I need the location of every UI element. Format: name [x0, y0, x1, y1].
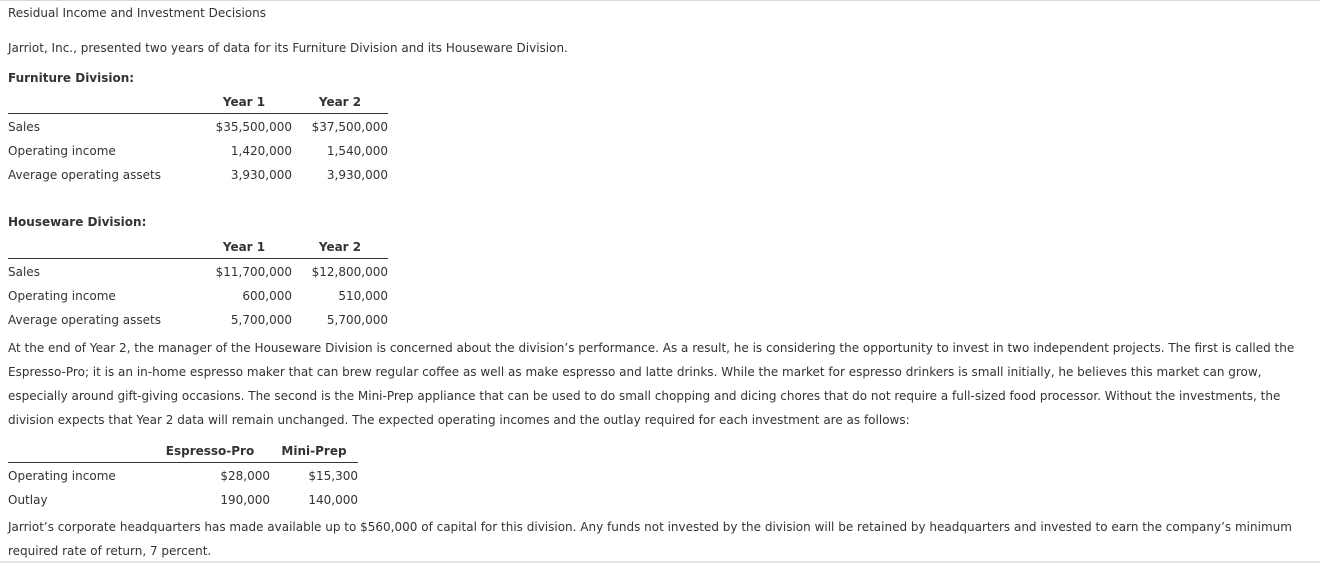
- projects-cell-espresso: $28,000: [220, 469, 270, 483]
- houseware-cell-year1: $11,700,000: [215, 265, 292, 279]
- projects-col-header-miniprep: Mini-Prep: [281, 444, 347, 458]
- projects-row-label: Operating income: [8, 469, 116, 483]
- houseware-cell-year1: 600,000: [242, 289, 292, 303]
- projects-col-header-espresso: Espresso-Pro: [165, 444, 255, 458]
- furniture-row-label: Sales: [8, 120, 40, 134]
- scenario-paragraph: At the end of Year 2, the manager of the Houseware Division is concerned about the division’s performance. As a result, he is considering the opportunity to invest in two independent projects. The first is called the Espresso-Pro; it is an in-home espresso maker that can brew regular coffee as well as make espresso and latte drinks. While the market for espresso drinkers is small initially, he believes this market can grow, especially around gift-giving occasions. The second is the Mini-Prep appliance that can be used to do small chopping and dicing chores that do not require a full-sized food processor. Without the investments, the division expects that Year 2 data will remain unchanged. The expected operating incomes and the outlay required for each investment are as follows:: [8, 341, 1295, 427]
- projects-cell-espresso: 190,000: [220, 493, 270, 507]
- closing-paragraph: Jarriot’s corporate headquarters has made available up to $560,000 of capital for this division. Any funds not invested by the division will be retained by headquarters and invested to earn the company’s minimum required rate of return, 7 percent.: [8, 520, 1292, 558]
- furniture-heading: Furniture Division:: [8, 71, 135, 85]
- houseware-col-header-year1: Year 1: [222, 240, 266, 254]
- projects-row-label: Outlay: [8, 493, 48, 507]
- furniture-row-label: Average operating assets: [8, 168, 161, 182]
- projects-header-rule: [8, 462, 358, 463]
- furniture-col-header-year2: Year 2: [318, 95, 362, 109]
- houseware-cell-year2: 510,000: [338, 289, 388, 303]
- houseware-row-label: Sales: [8, 265, 40, 279]
- projects-cell-miniprep: 140,000: [308, 493, 358, 507]
- furniture-col-header-year1: Year 1: [222, 95, 266, 109]
- top-divider: [0, 0, 1320, 1]
- houseware-col-header-year2: Year 2: [318, 240, 362, 254]
- houseware-heading: Houseware Division:: [8, 215, 147, 229]
- houseware-cell-year2: $12,800,000: [311, 265, 388, 279]
- furniture-cell-year2: 1,540,000: [326, 144, 388, 158]
- furniture-cell-year1: $35,500,000: [215, 120, 292, 134]
- houseware-row-label: Average operating assets: [8, 313, 161, 327]
- houseware-row-label: Operating income: [8, 289, 116, 303]
- houseware-cell-year2: 5,700,000: [326, 313, 388, 327]
- houseware-cell-year1: 5,700,000: [230, 313, 292, 327]
- furniture-cell-year1: 3,930,000: [230, 168, 292, 182]
- page-title: Residual Income and Investment Decisions: [8, 6, 266, 20]
- bottom-divider: [0, 561, 1320, 563]
- furniture-cell-year1: 1,420,000: [230, 144, 292, 158]
- intro-text: Jarriot, Inc., presented two years of data for its Furniture Division and its Houseware Division.: [8, 41, 568, 55]
- projects-cell-miniprep: $15,300: [308, 469, 358, 483]
- furniture-row-label: Operating income: [8, 144, 116, 158]
- houseware-header-rule: [8, 258, 388, 259]
- furniture-cell-year2: 3,930,000: [326, 168, 388, 182]
- furniture-header-rule: [8, 113, 388, 114]
- furniture-cell-year2: $37,500,000: [311, 120, 388, 134]
